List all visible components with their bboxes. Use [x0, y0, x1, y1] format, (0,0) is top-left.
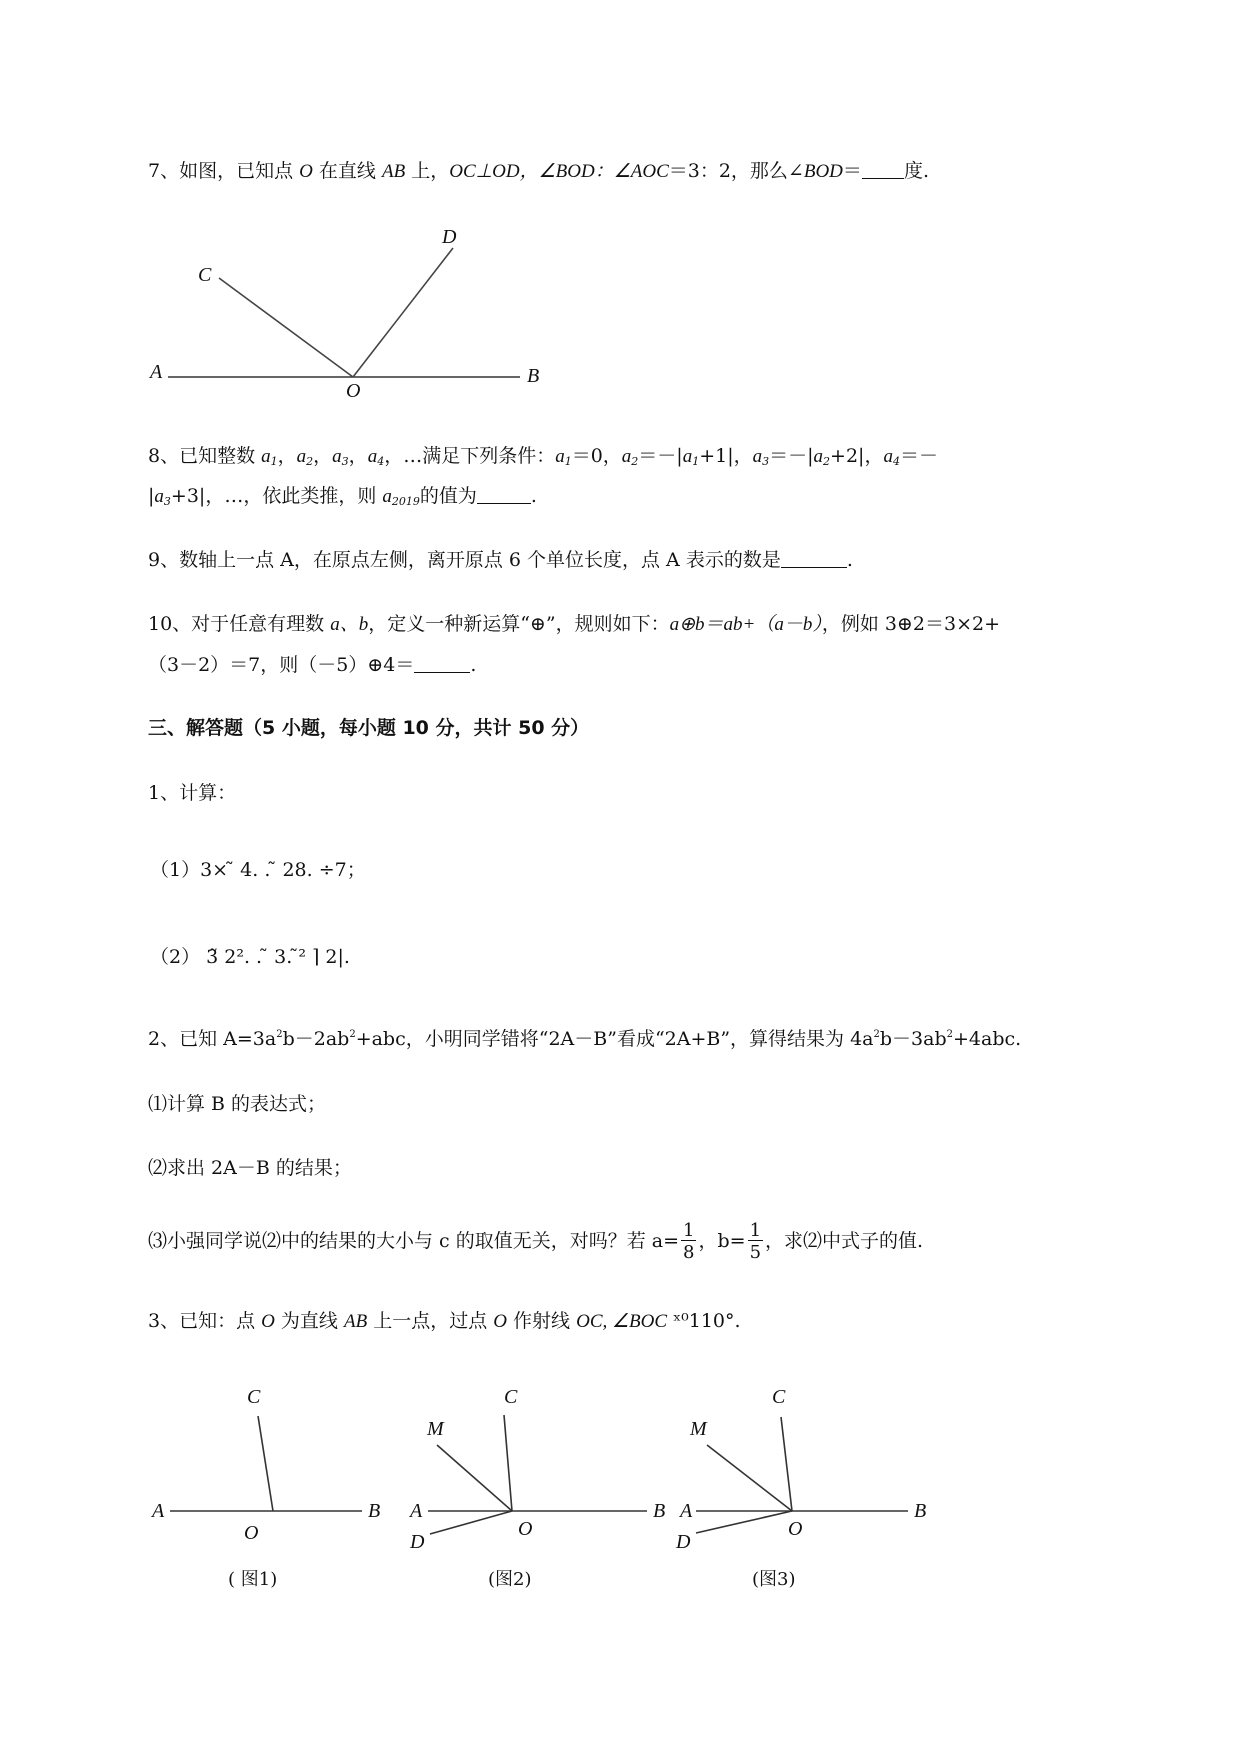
label-b: B — [368, 1500, 381, 1522]
q9-text: 9、数轴上一点 A，在原点左侧，离开原点 6 个单位长度，点 A 表示的数是 — [148, 549, 781, 571]
subscript: 2 — [631, 455, 639, 468]
var-a: a — [883, 446, 893, 467]
ray-oc — [219, 278, 353, 377]
subscript: 1 — [692, 455, 700, 468]
q8-text: +1|， — [699, 445, 753, 467]
angle-bod: BOD — [803, 161, 843, 182]
var-a: a — [555, 446, 565, 467]
numerator: 1 — [749, 1220, 762, 1241]
point-o: O — [299, 161, 313, 182]
var-a: a — [382, 486, 392, 507]
problem-1-sub-1: （1）3× ̃ 4. . ̃ 28. ÷7； — [150, 859, 366, 881]
ray-oc — [504, 1415, 512, 1511]
question-8-line-2 — [148, 487, 537, 507]
subscript: 2 — [306, 455, 314, 468]
answer-blank — [414, 657, 470, 673]
fraction-a — [681, 1222, 696, 1262]
subscript: 3 — [341, 455, 349, 468]
p2-text: ，求⑵中式子的值. — [765, 1230, 924, 1252]
subscript: 1 — [564, 455, 572, 468]
superscript: 2 — [946, 1029, 954, 1040]
label-b: B — [527, 365, 540, 387]
figure-caption: ( 图1) — [228, 1569, 278, 1590]
problem-3 — [148, 1312, 741, 1331]
q10-text: 10、对于任意有理数 — [148, 613, 331, 635]
p2-text: 2、已知 A=3a — [148, 1028, 277, 1050]
q8-text: ＝－| — [769, 445, 814, 467]
q8-text: +2|， — [830, 445, 884, 467]
q8-text: 的值为 — [419, 485, 477, 507]
ray-oc — [258, 1416, 273, 1511]
q8-text: ＝0， — [571, 445, 622, 467]
q8-text: . — [530, 485, 537, 507]
q7-relation: OC⊥OD，∠BOD：∠AOC — [449, 161, 669, 182]
subscript: 1 — [270, 455, 278, 468]
p3-text: 上一点，过点 — [367, 1310, 494, 1332]
q10-text: （3－2）＝7，则（－5）⊕4＝ — [148, 654, 415, 676]
ray-od — [353, 248, 453, 377]
question-7 — [148, 162, 929, 181]
section-heading: 三、解答题（5 小题，每小题 10 分，共计 50 分） — [148, 717, 590, 739]
figure-1 — [140, 1365, 400, 1605]
label-o: O — [346, 380, 361, 402]
superscript: 2 — [873, 1029, 880, 1040]
label-c: C — [504, 1386, 518, 1408]
question-9 — [148, 551, 853, 570]
label-m: M — [690, 1418, 707, 1440]
subscript: 4 — [377, 455, 385, 468]
p2-text: +abc，小明同学错将“2A－B”看成“2A+B”，算得结果为 4a — [355, 1028, 874, 1050]
p3-text: 为直线 — [274, 1310, 344, 1332]
ray-om — [437, 1445, 512, 1511]
var-a: a — [332, 446, 342, 467]
q10-text: ，定义一种新运算“⊕”，规则如下： — [368, 613, 670, 635]
label-a: A — [680, 1500, 693, 1522]
question-10-line-1 — [148, 615, 1000, 634]
var-a: a — [682, 446, 693, 467]
problem-1-sub-2: （2） 3̃ 2². . ̃ 3. ̃² ⌉ 2|. — [150, 946, 350, 968]
subscript: 3 — [163, 495, 171, 508]
q9-text: . — [846, 549, 853, 571]
figure-caption: (图2) — [488, 1569, 532, 1590]
ray-od — [430, 1511, 512, 1534]
angle-boc: OC, ∠BOC — [576, 1311, 668, 1332]
p2-text: +4abc. — [953, 1028, 1022, 1050]
subscript: 4 — [892, 455, 900, 468]
q7-text: ＝ — [842, 160, 862, 182]
ray-om — [707, 1445, 792, 1511]
superscript: 2 — [276, 1029, 283, 1040]
label-c: C — [772, 1386, 786, 1408]
problem-2-item-3 — [148, 1222, 923, 1262]
var-a: a — [813, 446, 824, 467]
figure-caption: (图3) — [752, 1569, 796, 1590]
var-a: a — [296, 446, 307, 467]
p3-text: 作射线 — [507, 1310, 577, 1332]
operation-rule: a⊕b＝ab+（a－b） — [669, 614, 822, 635]
denominator: 8 — [683, 1242, 695, 1263]
q8-text: ＝－| — [638, 445, 683, 467]
q8-text: +3|，…，依此类推，则 — [170, 485, 383, 507]
answer-blank — [781, 552, 847, 568]
label-o: O — [518, 1518, 533, 1540]
problem-2-item-1: ⑴计算 B 的表达式； — [148, 1093, 327, 1115]
numerator: 1 — [683, 1220, 695, 1241]
q10-text: ，例如 3⊕2＝3×2+ — [821, 613, 1000, 635]
p3-text: ˣ⁰110°. — [667, 1310, 741, 1332]
label-c: C — [198, 264, 212, 286]
question-8-line-1: 8、已知整数 $a_1$，$a_2$，$a_3$，$a_4$，…满足下列条件：$a_1=0$，$a_2=-|a_1+1|$，$a_3=-|a_2+2|$，$a_4=-$ — [148, 445, 938, 468]
q8-text: ，…满足下列条件： — [384, 445, 556, 467]
q7-text: 7、如图，已知点 — [148, 160, 300, 182]
figure-q7 — [140, 215, 560, 405]
denominator: 5 — [749, 1242, 762, 1263]
point-o: O — [261, 1311, 275, 1332]
fraction-b — [748, 1222, 763, 1262]
p2-text: b－2ab — [282, 1028, 350, 1050]
q8-text: ＝－ — [899, 445, 938, 467]
label-d: D — [676, 1531, 691, 1553]
p2-text: ⑶小强同学说⑵中的结果的大小与 c 的取值无关，对吗？若 a= — [148, 1230, 680, 1252]
q8-text: | — [148, 485, 155, 507]
label-o: O — [244, 1522, 259, 1544]
label-a: A — [152, 1500, 165, 1522]
answer-blank — [862, 163, 904, 179]
subscript: 3 — [762, 455, 770, 468]
question-10-line-2 — [148, 656, 476, 675]
problem-2 — [148, 1030, 1021, 1049]
q7-text: ＝3：2，那么∠ — [668, 160, 804, 182]
label-d: D — [442, 226, 457, 248]
label-a: A — [150, 361, 163, 383]
label-a: A — [410, 1500, 423, 1522]
problem-2-item-2: ⑵求出 2A－B 的结果； — [148, 1157, 352, 1179]
q8-text: 8、已知整数 — [148, 445, 262, 467]
subscript: 2019 — [391, 495, 420, 508]
label-d: D — [410, 1531, 425, 1553]
var-a: a — [621, 446, 632, 467]
var-a: a — [752, 446, 763, 467]
line-ab: AB — [381, 161, 406, 182]
label-b: B — [914, 1500, 927, 1522]
q7-text: 在直线 — [312, 160, 382, 182]
ray-od — [696, 1511, 792, 1533]
var-a: a — [261, 446, 271, 467]
answer-blank — [477, 488, 531, 504]
line-ab: AB — [343, 1311, 368, 1332]
q10-text: . — [470, 654, 477, 676]
superscript: 2 — [349, 1029, 356, 1040]
var-a: a — [367, 446, 378, 467]
subscript: 2 — [823, 455, 831, 468]
q7-text: 度. — [903, 160, 929, 182]
point-o: O — [493, 1311, 508, 1332]
p3-text: 3、已知：点 — [148, 1310, 262, 1332]
figure-3 — [670, 1365, 940, 1605]
ray-oc — [781, 1417, 792, 1511]
problem-1-title: 1、计算： — [148, 782, 237, 804]
figure-2 — [400, 1365, 670, 1605]
p2-text: ，b= — [698, 1230, 746, 1252]
vars-ab: a、b — [330, 614, 369, 635]
label-o: O — [788, 1518, 803, 1540]
var-a: a — [154, 486, 164, 507]
label-b: B — [653, 1500, 666, 1522]
p2-text: b－3ab — [879, 1028, 947, 1050]
label-c: C — [247, 1386, 261, 1408]
label-m: M — [427, 1418, 444, 1440]
q7-text: 上， — [405, 160, 450, 182]
